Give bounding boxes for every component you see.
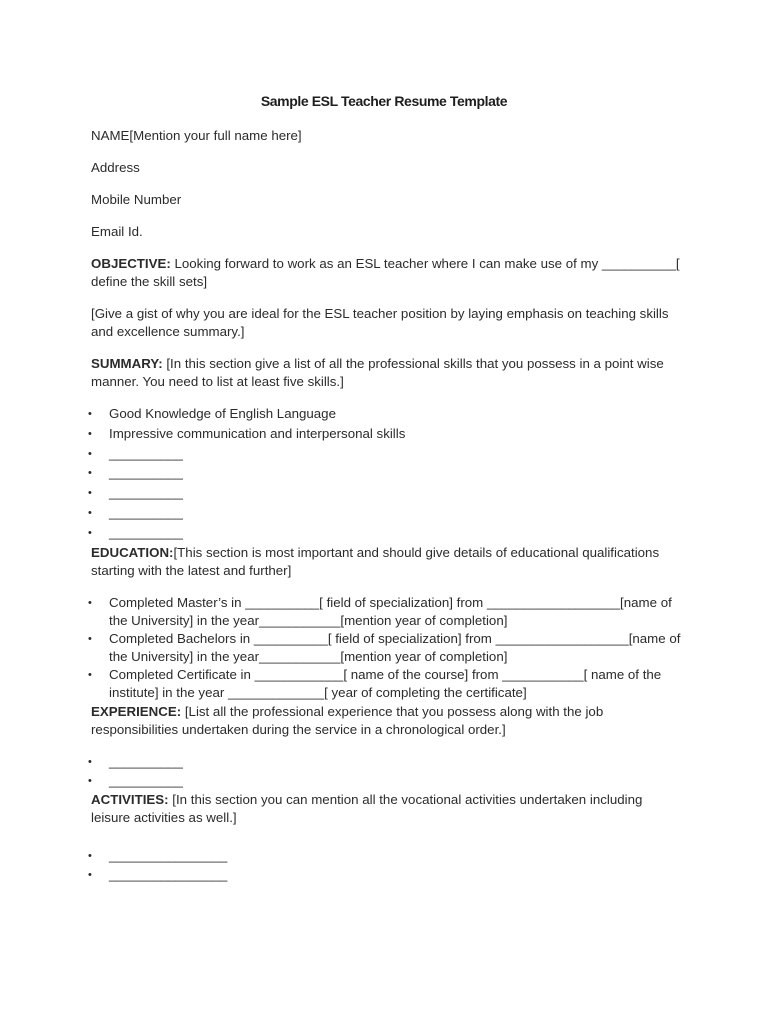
skill-text: Good Knowledge of English Language bbox=[109, 406, 336, 421]
summary-text: [In this section give a list of all the professional skills that you possess in a point wise manner. You need to list at least five skills.] bbox=[91, 356, 664, 389]
list-item bbox=[88, 425, 681, 443]
bullet-icon: • bbox=[88, 427, 92, 440]
list-item bbox=[88, 630, 681, 666]
bullet-icon: • bbox=[88, 849, 92, 862]
education-label: EDUCATION: bbox=[91, 544, 174, 560]
bullet-icon: • bbox=[88, 868, 92, 881]
activities-list bbox=[88, 847, 681, 884]
address-line: Address bbox=[91, 160, 140, 175]
summary-label: SUMMARY: bbox=[91, 356, 163, 371]
activity-blank: ________________ bbox=[109, 866, 228, 882]
list-item bbox=[88, 484, 681, 502]
skill-text: Impressive communication and interpersonal skills bbox=[109, 425, 406, 441]
bullet-icon: • bbox=[88, 408, 92, 420]
document-title: Sample ESL Teacher Resume Template bbox=[260, 93, 508, 109]
summary-skill-list bbox=[88, 405, 681, 542]
experience-blank: __________ bbox=[109, 753, 183, 769]
education-entry-bachelors: Completed Bachelors in __________[ field of specialization] from __________________[name of the University] in the year___________[mention year of completion] bbox=[109, 630, 681, 664]
activities-text: [In this section you can mention all the vocational activities undertaken including leisure activities as well.] bbox=[91, 791, 643, 825]
mobile-line: Mobile Number bbox=[91, 192, 182, 207]
objective-paragraph bbox=[91, 255, 681, 291]
email-line: Email Id. bbox=[91, 224, 143, 239]
experience-text: [List all the professional experience that you possess along with the job responsibilities undertaken during the service in a chronological order.] bbox=[91, 703, 604, 737]
objective-text: Looking forward to work as an ESL teacher where I can make use of my __________[ define the skill sets] bbox=[91, 256, 680, 289]
bullet-icon: • bbox=[88, 669, 92, 682]
skill-blank: __________ bbox=[109, 445, 183, 461]
list-item bbox=[88, 524, 681, 542]
bullet-icon: • bbox=[88, 774, 92, 787]
bullet-icon: • bbox=[88, 487, 92, 500]
gist-paragraph: [Give a gist of why you are ideal for the ESL teacher position by laying emphasis on teaching skills and excellence summary.] bbox=[91, 306, 669, 339]
activity-blank: ________________ bbox=[109, 847, 228, 863]
education-entry-masters: Completed Master’s in __________[ field of specialization] from __________________[name of the University] in the year___________[mention year of completion] bbox=[109, 594, 672, 628]
bullet-icon: • bbox=[88, 506, 92, 519]
bullet-icon: • bbox=[88, 447, 92, 460]
activities-label: ACTIVITIES: bbox=[91, 791, 169, 807]
list-item bbox=[88, 772, 681, 790]
list-item bbox=[88, 445, 681, 463]
list-item bbox=[88, 847, 681, 865]
experience-label: EXPERIENCE: bbox=[91, 703, 182, 719]
list-item bbox=[88, 405, 681, 423]
list-item bbox=[88, 504, 681, 522]
activities-paragraph bbox=[91, 791, 681, 827]
education-text: [This section is most important and should give details of educational qualifications starting with the latest and further] bbox=[91, 544, 660, 578]
skill-blank: __________ bbox=[109, 504, 183, 520]
bullet-icon: • bbox=[88, 526, 92, 539]
bullet-icon: • bbox=[88, 596, 92, 609]
list-item bbox=[88, 866, 681, 884]
experience-paragraph bbox=[91, 703, 681, 739]
name-line: NAME[Mention your full name here] bbox=[91, 128, 302, 143]
skill-blank: __________ bbox=[109, 485, 183, 501]
education-list bbox=[88, 594, 681, 703]
list-item bbox=[88, 753, 681, 771]
list-item bbox=[88, 464, 681, 482]
skill-blank: __________ bbox=[109, 465, 183, 481]
skill-blank: __________ bbox=[109, 524, 183, 540]
document-body bbox=[88, 127, 681, 885]
list-item bbox=[88, 666, 681, 702]
summary-paragraph bbox=[91, 355, 681, 391]
experience-list bbox=[88, 753, 681, 790]
bullet-icon: • bbox=[88, 755, 92, 768]
experience-blank: __________ bbox=[109, 772, 183, 788]
objective-label: OBJECTIVE: bbox=[91, 256, 171, 271]
education-paragraph bbox=[91, 544, 681, 580]
education-entry-certificate: Completed Certificate in ____________[ name of the course] from ___________[ name of the institute] in the year _____________[ year of completing the certificate] bbox=[109, 667, 662, 701]
bullet-icon: • bbox=[88, 467, 92, 480]
list-item bbox=[88, 594, 681, 630]
bullet-icon: • bbox=[88, 632, 92, 645]
